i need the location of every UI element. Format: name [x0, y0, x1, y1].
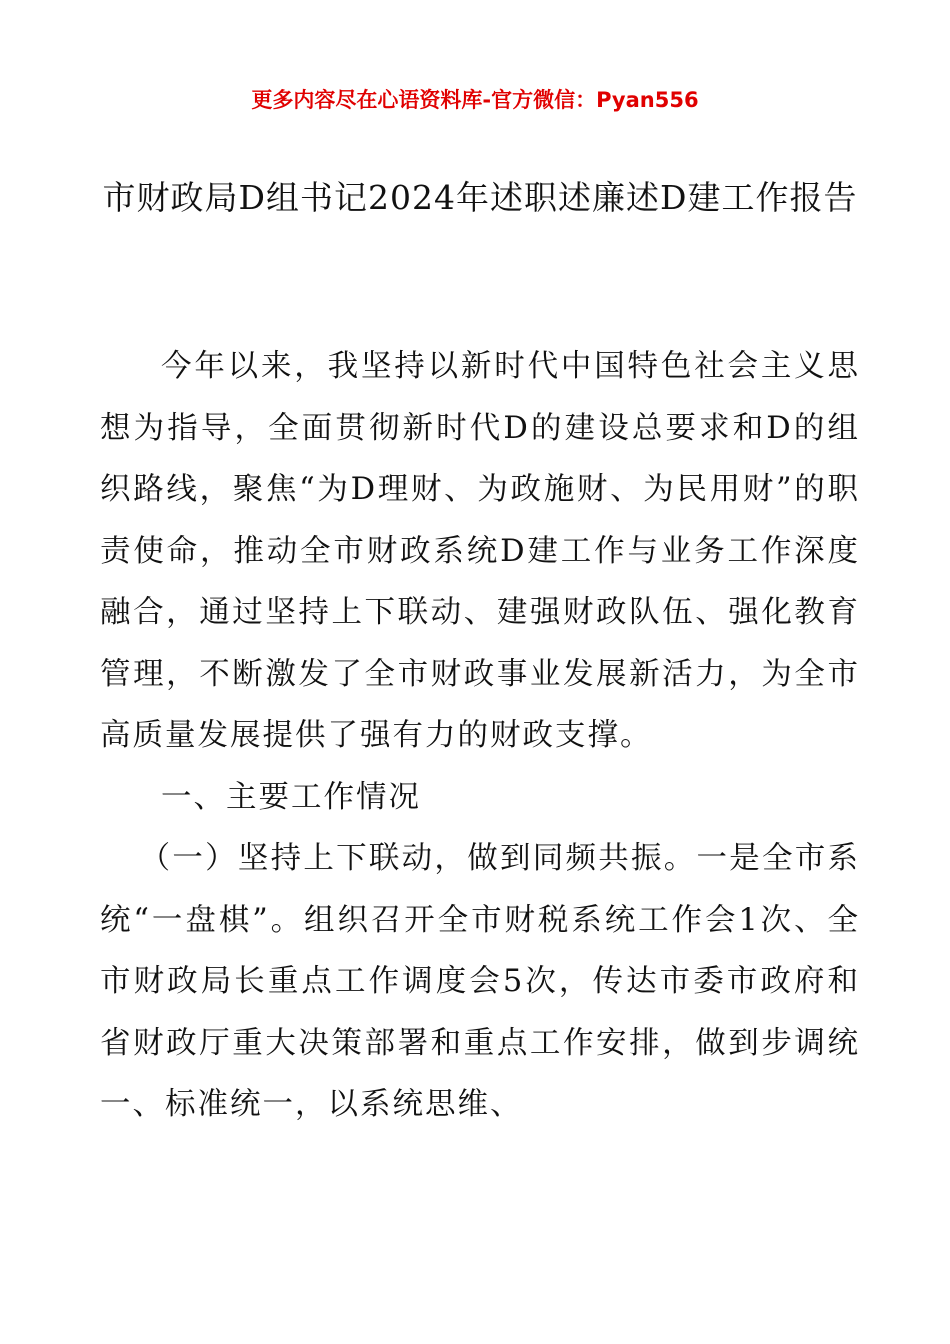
intro-paragraph: 今年以来，我坚持以新时代中国特色社会主义思想为指导，全面贯彻新时代D的建设总要求和D的组织路线，聚焦“为D理财、为政施财、为民用财”的职责使命，推动全市财政系统D建工作与业务工作深度融合，通过坚持上下联动、建强财政队伍、强化教育管理，不断激发了全市财政事业发展新活力，为全市高质量发展提供了强有力的财政支撑。 — [100, 349, 860, 753]
section-heading: 一、主要工作情况 — [161, 779, 421, 815]
promo-header: 更多内容尽在心语资料库-官方微信：Pyan556 — [251, 88, 699, 112]
document-title: 市财政局D组书记2024年述职述廉述D建工作报告 — [102, 178, 858, 217]
subsection-paragraph: （一）坚持上下联动，做到同频共振。一是全市系统“一盘棋”。组织召开全市财税系统工作会1次、全市财政局长重点工作调度会5次，传达市委市政府和省财政厅重大决策部署和重点工作安排，做到步调统一、标准统一，以系统思维、 — [100, 841, 860, 1122]
document-body — [100, 336, 860, 1136]
